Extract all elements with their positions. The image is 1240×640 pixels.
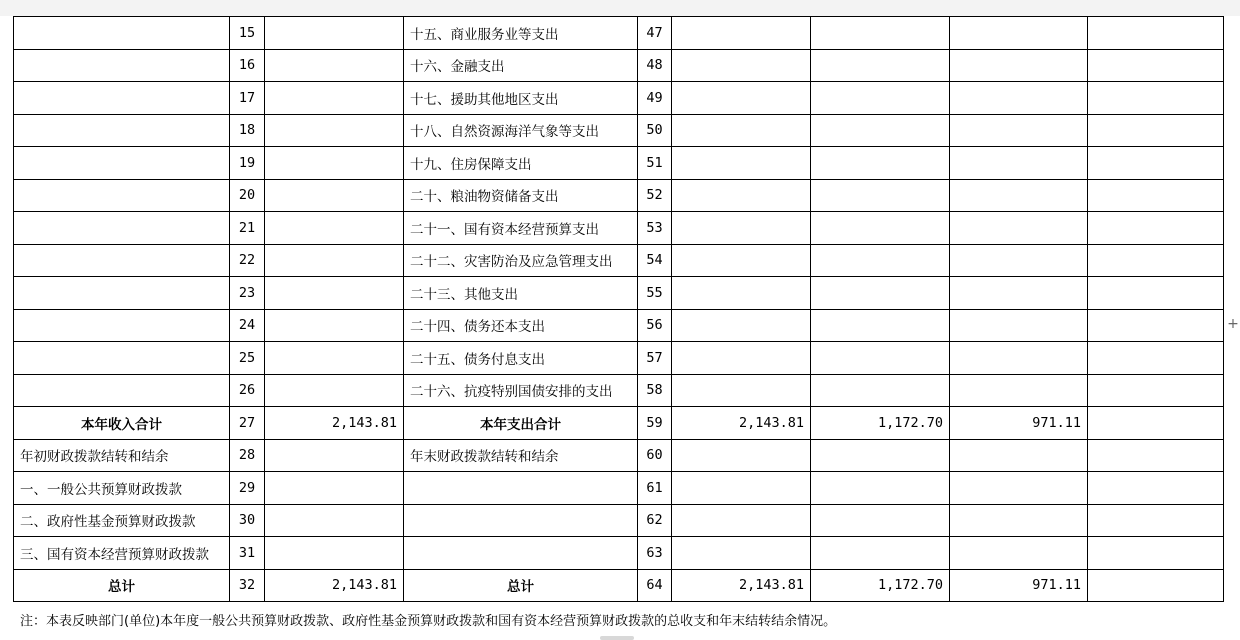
expense-row-number-cell[interactable]: 48 <box>638 49 672 82</box>
expense-amount-cell-3[interactable] <box>950 277 1088 310</box>
expense-amount-cell-3[interactable] <box>950 537 1088 570</box>
expense-amount-cell-3[interactable] <box>950 17 1088 50</box>
income-row-number-cell[interactable]: 21 <box>230 212 265 245</box>
income-row-number-cell[interactable]: 26 <box>230 374 265 407</box>
income-row-number-cell[interactable]: 20 <box>230 179 265 212</box>
expense-amount-cell-2[interactable] <box>811 179 950 212</box>
expense-row-number-cell[interactable]: 64 <box>638 569 672 602</box>
expense-amount-cell-4[interactable] <box>1088 244 1224 277</box>
income-row-number-cell[interactable]: 18 <box>230 114 265 147</box>
expense-amount-cell-2[interactable] <box>811 244 950 277</box>
expense-amount-cell-2[interactable] <box>811 17 950 50</box>
expense-amount-cell-2[interactable]: 1,172.70 <box>811 569 950 602</box>
expense-amount-cell-3[interactable]: 971.11 <box>950 407 1088 440</box>
expense-amount-cell-4[interactable] <box>1088 342 1224 375</box>
income-amount-cell[interactable] <box>265 82 404 115</box>
expense-item-cell[interactable]: 十六、金融支出 <box>404 49 638 82</box>
table-row <box>14 309 1224 342</box>
expense-item-cell[interactable]: 十五、商业服务业等支出 <box>404 17 638 50</box>
income-item-cell[interactable]: 三、国有资本经营预算财政拨款 <box>14 537 230 570</box>
income-row-number-cell[interactable]: 22 <box>230 244 265 277</box>
expense-total-cell[interactable] <box>672 179 811 212</box>
expense-total-cell[interactable] <box>672 309 811 342</box>
expense-amount-cell-4[interactable] <box>1088 17 1224 50</box>
table-body <box>14 17 1224 602</box>
expense-row-number-cell[interactable]: 57 <box>638 342 672 375</box>
income-item-cell[interactable]: 本年收入合计 <box>14 407 230 440</box>
table-row <box>14 569 1224 602</box>
expense-item-cell[interactable]: 二十五、债务付息支出 <box>404 342 638 375</box>
income-amount-cell[interactable]: 2,143.81 <box>265 569 404 602</box>
expense-amount-cell-3[interactable]: 971.11 <box>950 569 1088 602</box>
table-row <box>14 82 1224 115</box>
expense-item-cell[interactable] <box>404 472 638 505</box>
income-item-cell[interactable]: 总计 <box>14 569 230 602</box>
expense-total-cell[interactable]: 2,143.81 <box>672 407 811 440</box>
expense-row-number-cell[interactable]: 50 <box>638 114 672 147</box>
expense-row-number-cell[interactable]: 63 <box>638 537 672 570</box>
income-item-cell[interactable] <box>14 17 230 50</box>
income-item-cell[interactable] <box>14 147 230 180</box>
expense-amount-cell-2[interactable] <box>811 504 950 537</box>
income-row-number-cell[interactable]: 15 <box>230 17 265 50</box>
expense-total-cell[interactable] <box>672 147 811 180</box>
income-item-cell[interactable] <box>14 277 230 310</box>
expense-amount-cell-2[interactable] <box>811 309 950 342</box>
income-amount-cell[interactable] <box>265 49 404 82</box>
expense-row-number-cell[interactable]: 56 <box>638 309 672 342</box>
expense-amount-cell-3[interactable] <box>950 114 1088 147</box>
expense-total-cell[interactable] <box>672 17 811 50</box>
table-row <box>14 114 1224 147</box>
expense-row-number-cell[interactable]: 59 <box>638 407 672 440</box>
expense-row-number-cell[interactable]: 54 <box>638 244 672 277</box>
expense-amount-cell-3[interactable] <box>950 212 1088 245</box>
income-row-number-cell[interactable]: 27 <box>230 407 265 440</box>
income-row-number-cell[interactable]: 25 <box>230 342 265 375</box>
expense-row-number-cell[interactable]: 49 <box>638 82 672 115</box>
expense-row-number-cell[interactable]: 47 <box>638 17 672 50</box>
income-item-cell[interactable] <box>14 49 230 82</box>
expense-amount-cell-2[interactable] <box>811 147 950 180</box>
expense-row-number-cell[interactable]: 62 <box>638 504 672 537</box>
income-row-number-cell[interactable]: 30 <box>230 504 265 537</box>
income-amount-cell[interactable] <box>265 342 404 375</box>
expense-item-cell[interactable]: 二十二、灾害防治及应急管理支出 <box>404 244 638 277</box>
expense-amount-cell-4[interactable] <box>1088 374 1224 407</box>
expense-total-cell[interactable] <box>672 504 811 537</box>
expense-amount-cell-4[interactable] <box>1088 82 1224 115</box>
table-row <box>14 472 1224 505</box>
expense-amount-cell-4[interactable] <box>1088 114 1224 147</box>
expense-amount-cell-4[interactable] <box>1088 212 1224 245</box>
expense-row-number-cell[interactable]: 60 <box>638 439 672 472</box>
table-row <box>14 342 1224 375</box>
income-item-cell[interactable]: 一、一般公共预算财政拨款 <box>14 472 230 505</box>
table-row <box>14 17 1224 50</box>
expense-item-cell[interactable]: 二十一、国有资本经营预算支出 <box>404 212 638 245</box>
income-item-cell[interactable] <box>14 342 230 375</box>
income-item-cell[interactable] <box>14 212 230 245</box>
horizontal-scrollbar-thumb[interactable] <box>600 636 634 640</box>
table-row <box>14 439 1224 472</box>
expense-total-cell[interactable] <box>672 439 811 472</box>
income-item-cell[interactable]: 年初财政拨款结转和结余 <box>14 439 230 472</box>
expense-total-cell[interactable] <box>672 472 811 505</box>
table-row <box>14 504 1224 537</box>
expense-amount-cell-2[interactable] <box>811 374 950 407</box>
expense-amount-cell-4[interactable] <box>1088 472 1224 505</box>
income-amount-cell[interactable] <box>265 212 404 245</box>
income-row-number-cell[interactable]: 23 <box>230 277 265 310</box>
table-row <box>14 49 1224 82</box>
income-row-number-cell[interactable]: 17 <box>230 82 265 115</box>
expense-amount-cell-2[interactable] <box>811 49 950 82</box>
expense-amount-cell-4[interactable] <box>1088 407 1224 440</box>
income-row-number-cell[interactable]: 31 <box>230 537 265 570</box>
expense-amount-cell-3[interactable] <box>950 439 1088 472</box>
expense-amount-cell-4[interactable] <box>1088 504 1224 537</box>
expense-amount-cell-4[interactable] <box>1088 537 1224 570</box>
income-amount-cell[interactable]: 2,143.81 <box>265 407 404 440</box>
income-item-cell[interactable] <box>14 82 230 115</box>
expense-amount-cell-2[interactable] <box>811 114 950 147</box>
expense-item-cell[interactable]: 十九、住房保障支出 <box>404 147 638 180</box>
income-amount-cell[interactable] <box>265 114 404 147</box>
income-amount-cell[interactable] <box>265 439 404 472</box>
expense-amount-cell-3[interactable] <box>950 374 1088 407</box>
income-item-cell[interactable] <box>14 309 230 342</box>
expense-row-number-cell[interactable]: 53 <box>638 212 672 245</box>
expense-item-cell[interactable] <box>404 537 638 570</box>
expense-total-cell[interactable] <box>672 244 811 277</box>
footnote: 注：本表反映部门(单位)本年度一般公共预算财政拨款、政府性基金预算财政拨款和国有资本经营预算财政拨款的总收支和年末结转结余情况。 <box>20 614 837 629</box>
expense-total-cell[interactable]: 2,143.81 <box>672 569 811 602</box>
expense-amount-cell-4[interactable] <box>1088 147 1224 180</box>
expense-item-cell[interactable]: 本年支出合计 <box>404 407 638 440</box>
table-row <box>14 407 1224 440</box>
expense-item-cell[interactable]: 年末财政拨款结转和结余 <box>404 439 638 472</box>
expense-amount-cell-4[interactable] <box>1088 439 1224 472</box>
table-row <box>14 537 1224 570</box>
expense-total-cell[interactable] <box>672 374 811 407</box>
expense-amount-cell-3[interactable] <box>950 49 1088 82</box>
expense-amount-cell-4[interactable] <box>1088 569 1224 602</box>
income-amount-cell[interactable] <box>265 374 404 407</box>
income-item-cell[interactable] <box>14 179 230 212</box>
income-amount-cell[interactable] <box>265 472 404 505</box>
expense-item-cell[interactable]: 十七、援助其他地区支出 <box>404 82 638 115</box>
income-item-cell[interactable] <box>14 374 230 407</box>
expense-amount-cell-3[interactable] <box>950 504 1088 537</box>
expense-item-cell[interactable]: 总计 <box>404 569 638 602</box>
expense-total-cell[interactable] <box>672 114 811 147</box>
expense-amount-cell-4[interactable] <box>1088 277 1224 310</box>
expense-amount-cell-2[interactable] <box>811 537 950 570</box>
income-row-number-cell[interactable]: 28 <box>230 439 265 472</box>
expense-amount-cell-2[interactable] <box>811 472 950 505</box>
expense-amount-cell-3[interactable] <box>950 179 1088 212</box>
expense-item-cell[interactable]: 二十四、债务还本支出 <box>404 309 638 342</box>
expense-amount-cell-2[interactable] <box>811 82 950 115</box>
expense-amount-cell-3[interactable] <box>950 472 1088 505</box>
expense-item-cell[interactable]: 二十六、抗疫特别国债安排的支出 <box>404 374 638 407</box>
table-row <box>14 147 1224 180</box>
expense-amount-cell-3[interactable] <box>950 244 1088 277</box>
budget-table <box>13 16 1224 602</box>
income-amount-cell[interactable] <box>265 537 404 570</box>
income-amount-cell[interactable] <box>265 179 404 212</box>
income-amount-cell[interactable] <box>265 309 404 342</box>
expense-amount-cell-3[interactable] <box>950 309 1088 342</box>
income-item-cell[interactable] <box>14 244 230 277</box>
expense-row-number-cell[interactable]: 51 <box>638 147 672 180</box>
expense-amount-cell-4[interactable] <box>1088 179 1224 212</box>
expense-total-cell[interactable] <box>672 537 811 570</box>
income-item-cell[interactable]: 二、政府性基金预算财政拨款 <box>14 504 230 537</box>
table-row <box>14 212 1224 245</box>
expense-amount-cell-2[interactable] <box>811 342 950 375</box>
expense-total-cell[interactable] <box>672 342 811 375</box>
income-item-cell[interactable] <box>14 114 230 147</box>
expense-amount-cell-2[interactable] <box>811 212 950 245</box>
income-amount-cell[interactable] <box>265 244 404 277</box>
income-row-number-cell[interactable]: 32 <box>230 569 265 602</box>
income-amount-cell[interactable] <box>265 147 404 180</box>
expense-amount-cell-2[interactable]: 1,172.70 <box>811 407 950 440</box>
table-row <box>14 374 1224 407</box>
income-amount-cell[interactable] <box>265 17 404 50</box>
expense-amount-cell-3[interactable] <box>950 342 1088 375</box>
expense-total-cell[interactable] <box>672 49 811 82</box>
plus-icon[interactable]: + <box>1227 316 1239 332</box>
expense-row-number-cell[interactable]: 58 <box>638 374 672 407</box>
expense-amount-cell-3[interactable] <box>950 82 1088 115</box>
expense-row-number-cell[interactable]: 55 <box>638 277 672 310</box>
table-row <box>14 277 1224 310</box>
income-row-number-cell[interactable]: 24 <box>230 309 265 342</box>
income-row-number-cell[interactable]: 19 <box>230 147 265 180</box>
table-row <box>14 179 1224 212</box>
income-amount-cell[interactable] <box>265 277 404 310</box>
income-row-number-cell[interactable]: 29 <box>230 472 265 505</box>
expense-item-cell[interactable]: 十八、自然资源海洋气象等支出 <box>404 114 638 147</box>
income-row-number-cell[interactable]: 16 <box>230 49 265 82</box>
expense-total-cell[interactable] <box>672 82 811 115</box>
expense-total-cell[interactable] <box>672 212 811 245</box>
expense-item-cell[interactable]: 二十、粮油物资储备支出 <box>404 179 638 212</box>
expense-amount-cell-3[interactable] <box>950 147 1088 180</box>
expense-total-cell[interactable] <box>672 277 811 310</box>
income-amount-cell[interactable] <box>265 504 404 537</box>
expense-amount-cell-2[interactable] <box>811 439 950 472</box>
expense-item-cell[interactable]: 二十三、其他支出 <box>404 277 638 310</box>
expense-amount-cell-4[interactable] <box>1088 309 1224 342</box>
expense-amount-cell-4[interactable] <box>1088 49 1224 82</box>
table-row <box>14 244 1224 277</box>
expense-row-number-cell[interactable]: 52 <box>638 179 672 212</box>
expense-amount-cell-2[interactable] <box>811 277 950 310</box>
expense-row-number-cell[interactable]: 61 <box>638 472 672 505</box>
expense-item-cell[interactable] <box>404 504 638 537</box>
